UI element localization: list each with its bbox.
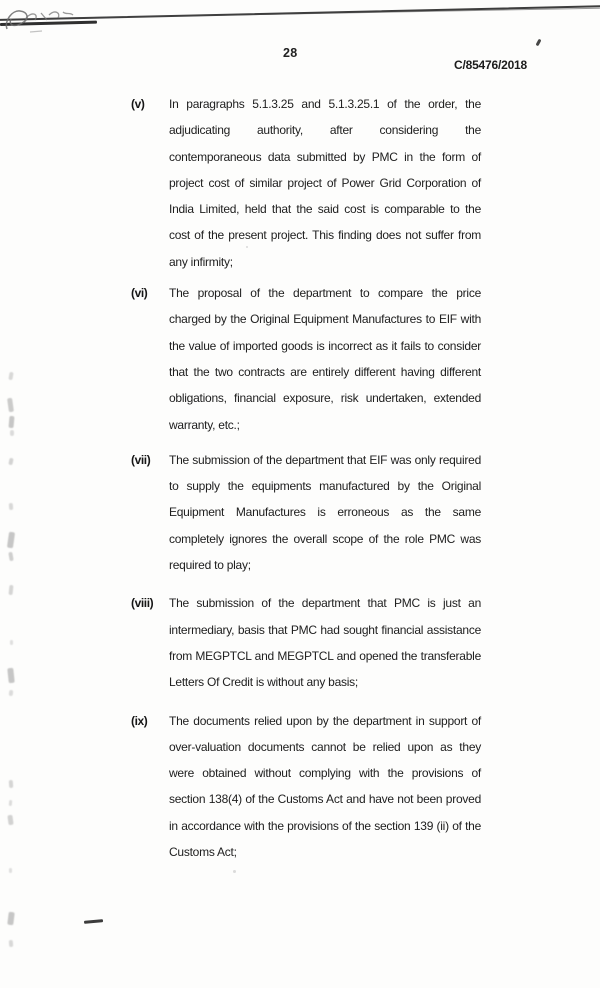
margin-smudge: [8, 372, 13, 381]
case-number: C/85476/2018: [454, 58, 527, 72]
bottom-dash-mark: [84, 919, 103, 923]
margin-smudge: [8, 458, 13, 466]
margin-smudge: [9, 780, 14, 788]
margin-smudge: [8, 416, 14, 428]
paragraph-text: The submission of the department that PMC is just an intermediary, basis that PMC had sought financial assistance from MEGPTCL and MEGPTCL and opened the transferable Letters Of Credit is without any basis;: [169, 596, 481, 690]
margin-smudge: [7, 398, 14, 413]
paragraph-label: (viii): [131, 596, 154, 611]
paragraph-item: [131, 708, 481, 866]
margin-smudge: [9, 503, 14, 510]
margin-smudge: [8, 585, 13, 595]
scan-artifact-line-ghost: [40, 8, 600, 19]
margin-smudge: [10, 640, 13, 645]
paragraph-text: The submission of the department that EIF was only required to supply the equipments manufactured by the Original Equipment Manufactures is erroneous as the same completely ignores the overall scope of the role PMC was required to play;: [169, 452, 481, 573]
corner-tick-mark: [536, 39, 542, 47]
margin-smudge: [10, 430, 14, 436]
paragraph-text: The proposal of the department to compare the price charged by the Original Equipment Manufactures to EIF with the value of imported goods is incorrect as it fails to consider that the two contracts are entirely different having different obligations, financial exposure, risk undertaken, extended warranty, etc.;: [169, 286, 481, 432]
paragraph-label: (v): [131, 97, 145, 111]
margin-smudge: [9, 868, 12, 873]
margin-smudge: [8, 552, 14, 562]
scan-speck: [233, 870, 236, 873]
margin-smudge: [7, 912, 15, 926]
page-number: 28: [283, 46, 298, 60]
paragraph-item: [131, 91, 481, 275]
paragraph-text: The documents relied upon by the department in support of over-valuation documents cannot be relied upon as they were obtained without complying with the provisions of section 138(4) of the Customs Act and have not been proved in accordance with the provisions of the section 139 (ii) of the Customs Act;: [169, 713, 481, 860]
margin-smudge: [9, 690, 14, 696]
paragraph-text: In paragraphs 5.1.3.25 and 5.1.3.25.1 of the order, the adjudicating authority, after considering the contemporaneous data submitted by PMC in the form of project cost of similar project of Power Grid Corporation of India Limited, held that the said cost is comparable to the cost of the present project. This finding does not suffer from any infirmity;: [169, 97, 481, 269]
handwritten-scribble: [2, 2, 78, 38]
paragraph-item: [131, 447, 481, 578]
paragraph-item: [131, 280, 481, 438]
paragraph-label: (vi): [131, 286, 148, 301]
paragraph-label: (vii): [131, 452, 151, 467]
margin-smudge: [7, 532, 15, 549]
margin-smudge: [9, 940, 14, 947]
scan-speck: [246, 246, 248, 248]
margin-smudge: [9, 800, 13, 806]
margin-smudge: [7, 668, 15, 684]
paragraph-label: (ix): [131, 713, 148, 728]
paragraph-item: [131, 590, 481, 695]
paragraph-list: [131, 91, 481, 865]
margin-smudge: [7, 815, 13, 826]
